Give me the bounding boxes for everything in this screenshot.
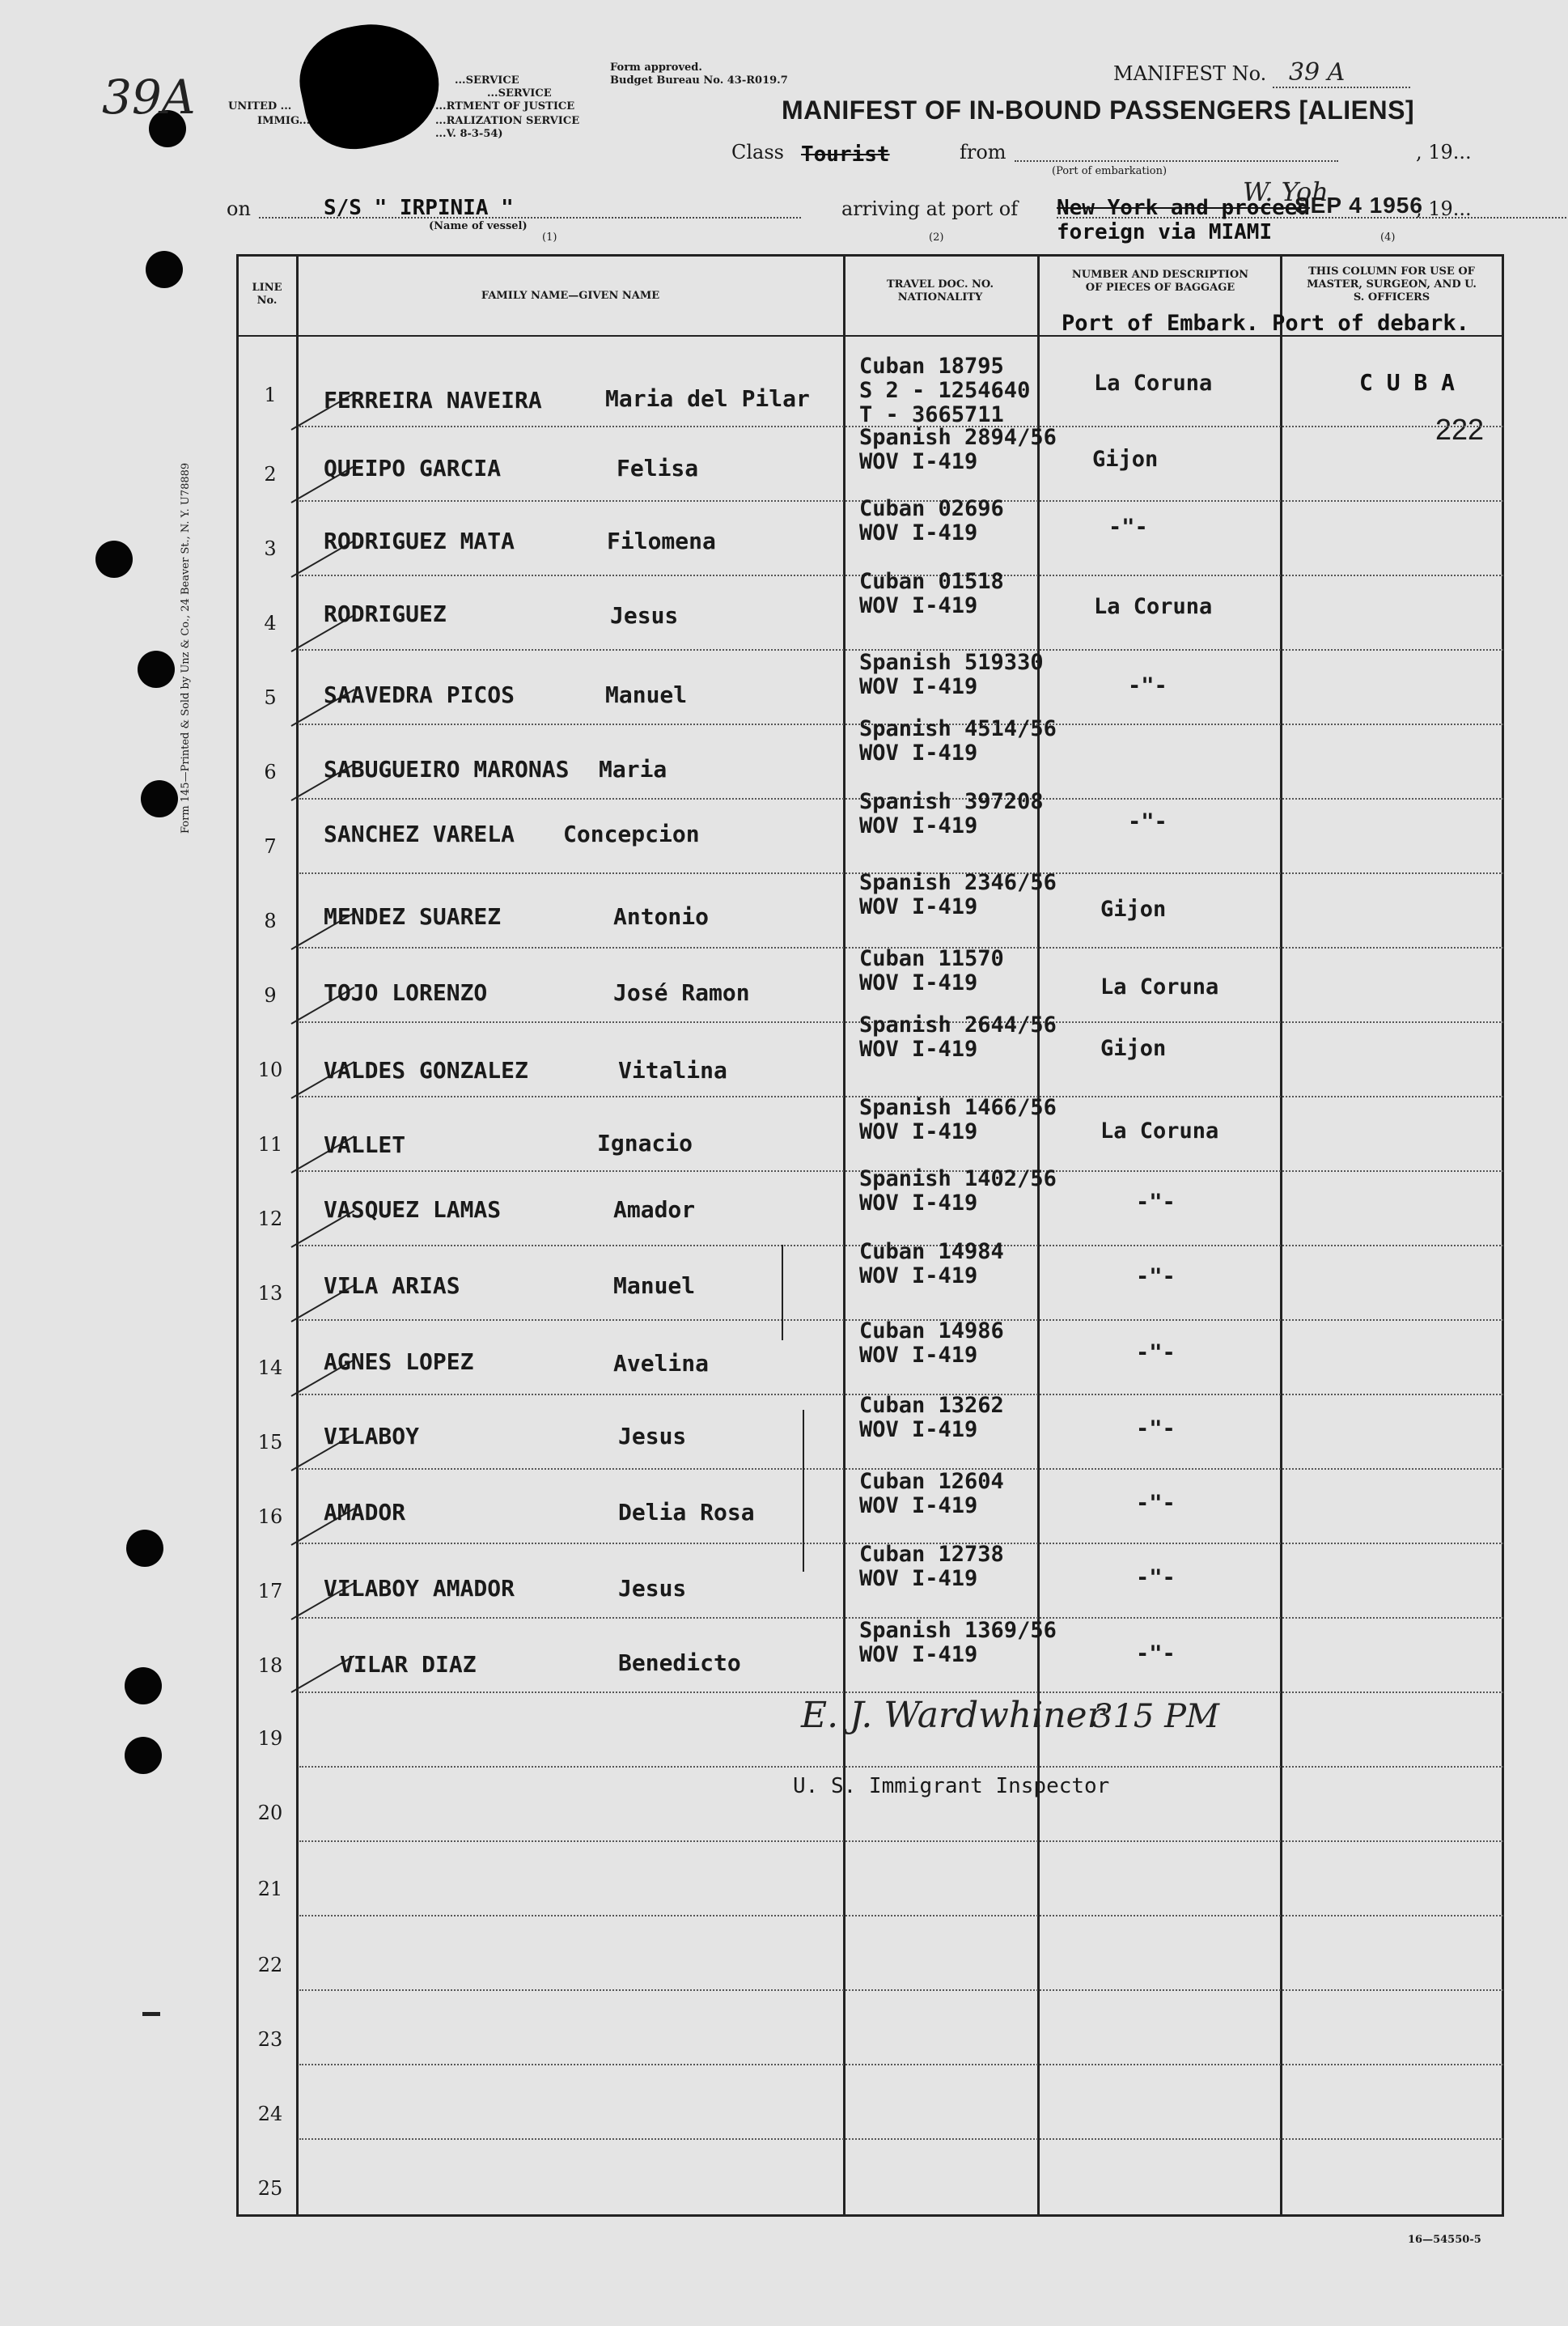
- travel-doc: Cuban 14986 WOV I-419: [859, 1318, 1004, 1368]
- inspector-time-note: 315 PM: [1092, 1698, 1219, 1735]
- row-number: 18: [257, 1654, 283, 1677]
- row-number: 12: [257, 1208, 283, 1230]
- table-border-left: [236, 254, 239, 2217]
- passenger-given-name: Jesus: [610, 602, 679, 629]
- baggage: -"-: [1108, 515, 1148, 540]
- passenger-family-name: QUEIPO GARCIA: [324, 455, 502, 482]
- row-number: 7: [264, 835, 277, 858]
- ports-header: Port of Embark. Port of debark.: [1062, 311, 1469, 336]
- row-number: 25: [257, 2177, 283, 2200]
- row-rule: [299, 2064, 1503, 2065]
- margin-dash: [142, 2012, 160, 2016]
- passenger-given-name: Delia Rosa: [618, 1499, 755, 1526]
- baggage: -"-: [1136, 1340, 1176, 1365]
- col-header-line-no: LINE No.: [252, 282, 282, 307]
- row-number: 9: [264, 984, 277, 1007]
- punch-hole: [95, 541, 133, 578]
- col-sep-doc: [1037, 254, 1040, 2217]
- col-header-name: FAMILY NAME—GIVEN NAME: [481, 290, 660, 302]
- passenger-family-name: VILAR DIAZ: [340, 1651, 477, 1678]
- passenger-family-name: AMADOR: [324, 1499, 406, 1526]
- travel-doc: Spanish 519330 WOV I-419: [859, 650, 1044, 699]
- baggage: -"-: [1128, 673, 1168, 698]
- passenger-family-name: VILA ARIAS: [324, 1272, 460, 1299]
- passenger-given-name: Benedicto: [618, 1649, 741, 1676]
- row-rule: [299, 2138, 1503, 2140]
- passenger-given-name: Vitalina: [618, 1057, 727, 1084]
- manifest-number: MANIFEST No. 39 A: [1113, 58, 1410, 88]
- passenger-family-name: TOJO LORENZO: [324, 979, 488, 1006]
- passenger-given-name: Concepcion: [563, 821, 700, 847]
- row-number: 4: [264, 612, 277, 635]
- travel-doc: Cuban 02696 WOV I-419: [859, 496, 1004, 545]
- baggage: -"-: [1136, 1491, 1176, 1516]
- travel-doc: Spanish 1369/56 WOV I-419: [859, 1618, 1057, 1667]
- passenger-family-name: AGNES LOPEZ: [324, 1348, 474, 1375]
- passenger-given-name: Antonio: [613, 903, 710, 930]
- agency-block: ...SERVICE ...SERVICE UNITED ... ...RTMENT OF JUSTICE IMMIG... ...RALIZATION SERVICE ...V. 8-3-54): [228, 74, 580, 140]
- passenger-family-name: VALDES GONZALEZ: [324, 1057, 528, 1084]
- row-rule: [299, 1840, 1503, 1842]
- row-rule: [299, 1766, 1503, 1768]
- baggage: Gijon: [1100, 897, 1167, 922]
- row-number: 20: [257, 1802, 283, 1824]
- table-border-bottom: [236, 2214, 1503, 2217]
- punch-hole: [125, 1737, 162, 1774]
- col-header-travel-doc: TRAVEL DOC. NO. NATIONALITY: [886, 278, 994, 303]
- punch-hole: [126, 1530, 163, 1567]
- passenger-family-name: SABUGUEIRO MARONAS: [324, 756, 570, 783]
- baggage: -"-: [1136, 1416, 1176, 1441]
- travel-doc: Spanish 2346/56 WOV I-419: [859, 870, 1057, 919]
- row-rule: [299, 1691, 1503, 1693]
- passenger-family-name: VALLET: [324, 1131, 406, 1158]
- passenger-family-name: MENDEZ SUAREZ: [324, 903, 502, 930]
- row-number: 11: [257, 1133, 283, 1156]
- hand-bracket: [803, 1410, 804, 1572]
- row-number: 17: [257, 1580, 283, 1602]
- inspector-signature: E. J. Wardwhiner: [801, 1695, 1104, 1736]
- officer-country: C U B A: [1359, 369, 1456, 396]
- travel-doc: Cuban 14984 WOV I-419: [859, 1239, 1004, 1288]
- col-sep-baggage: [1280, 254, 1282, 2217]
- travel-doc: Cuban 18795 S 2 - 1254640 T - 3665711: [859, 354, 1031, 427]
- side-printer-text: Form 145—Printed & Sold by Unz & Co., 24 Beaver St., N. Y. U78889: [180, 462, 192, 834]
- vessel-line: on S/S " IRPINIA " (Name of vessel) (1) arriving at port of New York and proceed foreign via MIAMI W. Yoh SEP 4 1956 (2) (4) , 19...: [227, 183, 1521, 256]
- passenger-given-name: Amador: [613, 1196, 696, 1223]
- table-border-top: [236, 254, 1503, 257]
- baggage: -"-: [1136, 1641, 1176, 1666]
- baggage: La Coruna: [1100, 1118, 1219, 1144]
- travel-doc: Cuban 12738 WOV I-419: [859, 1542, 1004, 1591]
- baggage: -"-: [1136, 1264, 1176, 1289]
- table-border-right: [1502, 254, 1504, 2217]
- travel-doc: Cuban 01518 WOV I-419: [859, 569, 1004, 618]
- passenger-given-name: Felisa: [617, 455, 699, 482]
- row-rule: [299, 1989, 1503, 1991]
- passenger-given-name: Jesus: [618, 1423, 687, 1450]
- row-number: 1: [264, 384, 277, 406]
- row-number: 2: [264, 463, 277, 486]
- row-number: 14: [257, 1356, 283, 1379]
- baggage: Gijon: [1100, 1036, 1167, 1061]
- row-number: 3: [264, 537, 277, 560]
- baggage: -"-: [1136, 1190, 1176, 1215]
- col-header-baggage: NUMBER AND DESCRIPTION OF PIECES OF BAGGAGE: [1071, 269, 1249, 294]
- row-number: 5: [264, 686, 277, 709]
- row-number: 15: [257, 1431, 283, 1454]
- punch-hole: [146, 251, 183, 288]
- passenger-given-name: Maria del Pilar: [605, 385, 810, 412]
- travel-doc: Spanish 397208 WOV I-419: [859, 789, 1044, 838]
- punch-hole: [125, 1667, 162, 1704]
- travel-doc: Spanish 2894/56 WOV I-419: [859, 425, 1057, 474]
- passenger-family-name: SAAVEDRA PICOS: [324, 681, 515, 708]
- passenger-family-name: VASQUEZ LAMAS: [324, 1196, 502, 1223]
- travel-doc: Cuban 11570 WOV I-419: [859, 946, 1004, 995]
- footer-code: 16—54550-5: [1408, 2234, 1481, 2246]
- passenger-family-name: VILABOY: [324, 1423, 420, 1450]
- passenger-family-name: FERREIRA NAVEIRA: [324, 387, 542, 414]
- class-line: Class Tourist from (Port of embarkation) , 19...: [731, 141, 1472, 177]
- margin-note: 39A: [102, 70, 196, 125]
- row-number: 23: [257, 2028, 283, 2051]
- baggage: Gijon: [1092, 447, 1159, 472]
- punch-hole: [138, 651, 175, 688]
- passenger-family-name: SANCHEZ VARELA: [324, 821, 515, 847]
- row-number: 22: [257, 1954, 283, 1976]
- row-number: 16: [257, 1505, 283, 1528]
- baggage: -"-: [1128, 809, 1168, 834]
- passenger-given-name: Jesus: [618, 1575, 687, 1602]
- travel-doc: Spanish 1466/56 WOV I-419: [859, 1095, 1057, 1144]
- punch-hole: [141, 780, 178, 817]
- col-header-officers: THIS COLUMN FOR USE OF MASTER, SURGEON, AND U. S. OFFICERS: [1307, 265, 1477, 303]
- row-number: 13: [257, 1282, 283, 1305]
- passenger-given-name: Maria: [599, 756, 667, 783]
- row-number: 8: [264, 910, 277, 932]
- passenger-family-name: RODRIGUEZ: [324, 601, 447, 627]
- col-sep-name: [843, 254, 845, 2217]
- baggage: La Coruna: [1100, 974, 1219, 1000]
- baggage: La Coruna: [1094, 371, 1213, 396]
- row-number: 21: [257, 1878, 283, 1900]
- row-number: 24: [257, 2103, 283, 2125]
- travel-doc: Cuban 13262 WOV I-419: [859, 1393, 1004, 1442]
- form-approved: Form approved. Budget Bureau No. 43-R019.7: [610, 62, 788, 87]
- passenger-given-name: Manuel: [613, 1272, 696, 1299]
- baggage: La Coruna: [1094, 594, 1213, 619]
- passenger-family-name: VILABOY AMADOR: [324, 1575, 515, 1602]
- passenger-given-name: Filomena: [607, 528, 716, 554]
- row-number: 10: [257, 1059, 283, 1081]
- page-title: MANIFEST OF IN-BOUND PASSENGERS [ALIENS]: [782, 96, 1415, 125]
- passenger-given-name: Manuel: [605, 681, 688, 708]
- passenger-given-name: Ignacio: [597, 1130, 693, 1157]
- travel-doc: Spanish 1402/56 WOV I-419: [859, 1166, 1057, 1216]
- hand-bracket: [782, 1245, 783, 1340]
- passenger-given-name: José Ramon: [613, 979, 750, 1006]
- travel-doc: Cuban 12604 WOV I-419: [859, 1469, 1004, 1518]
- inspector-caption: U. S. Immigrant Inspector: [793, 1774, 1110, 1798]
- row-number: 19: [257, 1727, 283, 1750]
- passenger-given-name: Avelina: [613, 1350, 710, 1377]
- row-number: 6: [264, 761, 277, 783]
- passenger-family-name: RODRIGUEZ MATA: [324, 528, 515, 554]
- travel-doc: Spanish 2644/56 WOV I-419: [859, 1012, 1057, 1062]
- officer-number: 222: [1435, 413, 1485, 446]
- col-sep-lineno: [296, 254, 299, 2217]
- baggage: -"-: [1136, 1565, 1176, 1590]
- row-rule: [299, 1915, 1503, 1916]
- travel-doc: Spanish 4514/56 WOV I-419: [859, 716, 1057, 766]
